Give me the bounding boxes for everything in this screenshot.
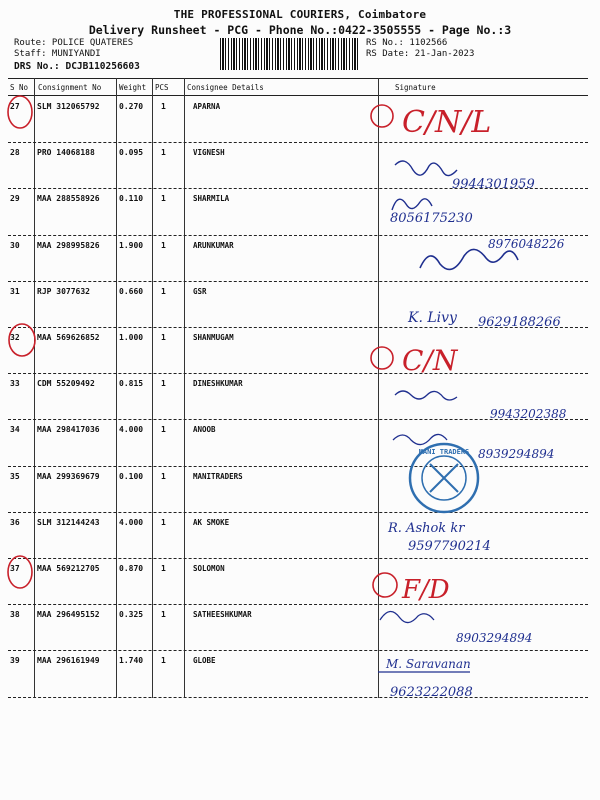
drs-number: DRS No.: DCJB110256603 bbox=[14, 61, 140, 72]
signature-scribble bbox=[393, 434, 447, 444]
red-circle-mark bbox=[8, 556, 32, 588]
hw-phone-39: 9623222088 bbox=[390, 685, 473, 700]
row-weight: 0.100 bbox=[119, 471, 144, 481]
row-sno: 35 bbox=[10, 471, 20, 481]
row-consignment-no: MAA 569626852 bbox=[37, 333, 100, 342]
row-consignee-name: APARNA bbox=[193, 102, 221, 111]
row-sno: 29 bbox=[10, 194, 20, 204]
row-pcs: 1 bbox=[161, 425, 166, 435]
stamp-text: MANI TRADERS bbox=[418, 448, 470, 456]
signature-scribble bbox=[392, 199, 432, 210]
hw-phone-29: 8056175230 bbox=[390, 211, 473, 226]
red-circle-mark bbox=[9, 324, 35, 356]
row-consignee-name: ARUNKUMAR bbox=[193, 240, 234, 250]
rs-number: RS No.: 1102566 bbox=[366, 38, 448, 48]
red-circle-mark bbox=[373, 573, 397, 597]
route-label: Route: POLICE QUATERES bbox=[14, 38, 134, 48]
row-weight: 0.815 bbox=[119, 379, 144, 389]
column-header-consignee: Consignee Details bbox=[187, 83, 264, 92]
row-consignee-name: SHARMILA bbox=[193, 194, 230, 204]
row-sno: 28 bbox=[10, 148, 20, 158]
row-consignment-no: PRO 14068188 bbox=[37, 148, 95, 158]
column-header-pcs: PCS bbox=[155, 83, 169, 92]
row-sno: 31 bbox=[10, 286, 20, 296]
row-weight: 0.660 bbox=[119, 286, 144, 296]
row-pcs: 1 bbox=[161, 471, 166, 481]
row-consignment-no: MAA 296495152 bbox=[37, 610, 100, 620]
row-sno: 39 bbox=[10, 656, 20, 666]
column-header-sno: S No bbox=[10, 83, 29, 92]
row-weight: 1.900 bbox=[119, 240, 144, 250]
rs-date: RS Date: 21-Jan-2023 bbox=[366, 49, 475, 59]
row-weight: 4.000 bbox=[119, 425, 144, 435]
row-pcs: 1 bbox=[161, 656, 166, 666]
row-sno: 36 bbox=[10, 517, 20, 527]
row-consignment-no: MAA 298995826 bbox=[37, 240, 100, 250]
row-weight: 0.325 bbox=[119, 610, 144, 620]
row-consignment-no: CDM 55209492 bbox=[37, 379, 95, 389]
row-weight: 4.000 bbox=[119, 517, 144, 527]
row-sno: 32 bbox=[10, 333, 20, 342]
company-title: THE PROFESSIONAL COURIERS, Coimbatore bbox=[173, 8, 427, 21]
hw-name-39: M. Saravanan bbox=[386, 657, 471, 671]
row-consignment-no: MAA 298417036 bbox=[37, 425, 100, 435]
signature-scribble bbox=[395, 161, 457, 176]
row-pcs: 1 bbox=[161, 102, 166, 111]
red-circle-mark bbox=[371, 105, 393, 127]
row-pcs: 1 bbox=[161, 286, 166, 296]
row-weight: 0.270 bbox=[119, 102, 144, 111]
row-consignee-name: SATHEESHKUMAR bbox=[193, 610, 252, 620]
hw-phone-33: 9943202388 bbox=[490, 407, 567, 421]
row-sno: 30 bbox=[10, 240, 20, 250]
signature-scribble bbox=[395, 391, 457, 400]
staff-label: Staff: MUNIYANDI bbox=[14, 49, 101, 59]
hw-phone-34: 8939294894 bbox=[478, 447, 555, 461]
column-header-consignment: Consignment No bbox=[38, 83, 102, 92]
row-sno: 33 bbox=[10, 379, 20, 389]
row-consignee-name: VIGNESH bbox=[193, 148, 225, 158]
runsheet-title: Delivery Runsheet - PCG - Phone No.:0422-3505555 - Page No.:3 bbox=[88, 23, 512, 37]
row-pcs: 1 bbox=[161, 564, 166, 573]
row-pcs: 1 bbox=[161, 610, 166, 620]
hw-note-32: C/N bbox=[402, 344, 458, 377]
hw-name-36: R. Ashok kr bbox=[388, 521, 465, 536]
row-consignment-no: MAA 569212705 bbox=[37, 564, 100, 573]
row-consignee-name: DINESHKUMAR bbox=[193, 379, 243, 389]
row-consignee-name: AK SMOKE bbox=[193, 517, 230, 527]
row-consignee-name: SHANMUGAM bbox=[193, 333, 234, 342]
row-weight: 0.095 bbox=[119, 148, 144, 158]
row-consignment-no: SLM 312065792 bbox=[37, 102, 100, 111]
row-sno: 37 bbox=[10, 564, 20, 573]
hw-phone-31: 9629188266 bbox=[478, 315, 561, 330]
red-circle-mark bbox=[371, 347, 393, 369]
row-pcs: 1 bbox=[161, 194, 166, 204]
row-consignment-no: MAA 296161949 bbox=[37, 656, 100, 666]
row-consignee-name: GLOBE bbox=[193, 656, 216, 666]
row-consignee-name: ANOOB bbox=[193, 425, 216, 435]
signature-scribble bbox=[380, 611, 434, 622]
row-pcs: 1 bbox=[161, 379, 166, 389]
column-header-signature: Signature bbox=[395, 83, 436, 92]
red-circle-mark bbox=[8, 96, 32, 128]
signature-scribble bbox=[420, 249, 518, 269]
hw-phone-38: 8903294894 bbox=[456, 631, 533, 645]
row-weight: 0.870 bbox=[119, 564, 144, 573]
row-weight: 0.110 bbox=[119, 194, 144, 204]
hw-note-37: F/D bbox=[402, 575, 450, 605]
row-pcs: 1 bbox=[161, 517, 166, 527]
row-consignment-no: SLM 312144243 bbox=[37, 517, 100, 527]
row-pcs: 1 bbox=[161, 148, 166, 158]
column-header-weight: Weight bbox=[119, 83, 147, 92]
row-pcs: 1 bbox=[161, 333, 166, 342]
row-pcs: 1 bbox=[161, 240, 166, 250]
mani-traders-stamp bbox=[410, 444, 478, 512]
row-consignment-no: MAA 288558926 bbox=[37, 194, 100, 204]
hw-name-31: K. Livy bbox=[408, 310, 457, 326]
row-consignee-name: GSR bbox=[193, 286, 207, 296]
row-weight: 1.740 bbox=[119, 656, 144, 666]
row-consignment-no: RJP 3077632 bbox=[37, 286, 90, 296]
hw-note-27: C/N/L bbox=[402, 105, 492, 140]
hw-phone-36: 9597790214 bbox=[408, 539, 491, 554]
row-consignment-no: MAA 299369679 bbox=[37, 471, 100, 481]
row-weight: 1.000 bbox=[119, 333, 144, 342]
row-sno: 27 bbox=[10, 102, 20, 111]
hw-phone-28: 9944301959 bbox=[452, 177, 535, 192]
hw-phone-30: 8976048226 bbox=[488, 237, 565, 251]
row-sno: 38 bbox=[10, 610, 20, 620]
row-sno: 34 bbox=[10, 425, 20, 435]
row-consignee-name: SOLOMON bbox=[193, 564, 225, 573]
row-consignee-name: MANITRADERS bbox=[193, 471, 243, 481]
